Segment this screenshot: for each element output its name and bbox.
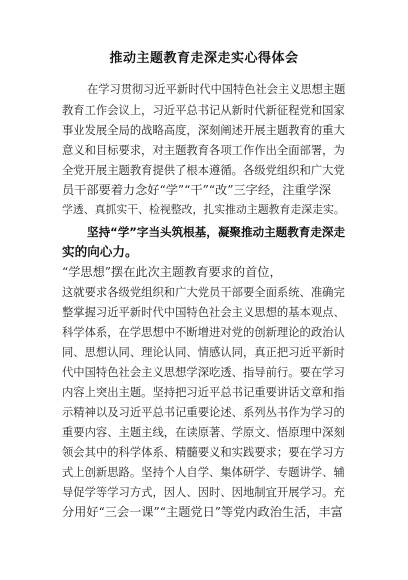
- paragraph-line: 员干部要着力念好“学”“干”“改”三字经，注重学深: [62, 183, 331, 197]
- section-heading-line: 实的向心力。: [62, 244, 138, 259]
- paragraph-line: 示精神以及习近平总书记重要论述、系列丛书作为学习的: [62, 405, 345, 419]
- paragraph-line: 领会其中的科学体系、精髓要义和实践要求；要在学习方: [62, 445, 345, 459]
- paragraph-line: 全党开展主题教育提供了根本遵循。各级党组织和广大党: [62, 163, 345, 177]
- paragraph-line: 重要内容、主题主线，在读原著、学原文、悟原理中深刻: [62, 425, 345, 439]
- paragraph-line: 整掌握习近平新时代中国特色社会主义思想的基本观点、: [62, 305, 345, 319]
- paragraph-line: 学透、真抓实干、检视整改，扎实推动主题教育走深走实。: [62, 203, 345, 216]
- paragraph-line: 意义和目标要求，对主题教育各项工作作出全面部署，为: [62, 143, 345, 157]
- paragraph-line: 这就要求各级党组织和广大党员干部要全面系统、准确完: [62, 285, 345, 299]
- paragraph-line: 同、思想认同、理论认同、情感认同，真正把习近平新时: [62, 345, 345, 359]
- paragraph-line: 事业发展全局的战略高度，深刻阐述开展主题教育的重大: [62, 123, 345, 137]
- document-title: 推动主题教育走深走实心得体会: [109, 51, 299, 66]
- paragraph-line: 导促学等学习方式，因人、因时、因地制宜开展学习。充: [62, 485, 345, 499]
- paragraph-line: “学思想”摆在此次主题教育要求的首位，: [62, 265, 282, 279]
- paragraph-line: 分用好“三会一课”“主题党日”等党内政治生活，丰富: [62, 505, 343, 519]
- paragraph-line: 在学习贯彻习近平新时代中国特色社会主义思想主题: [87, 83, 346, 96]
- paragraph-line: 教育工作会议上，习近平总书记从新时代新征程党和国家: [62, 103, 345, 117]
- paragraph-line: 内容上突出主题。坚持把习近平总书记重要讲话文章和指: [62, 385, 345, 399]
- paragraph-line: 代中国特色社会主义思想学深吃透、指导前行。要在学习: [62, 365, 345, 379]
- section-heading-line: 坚持“学”字当头筑根基，凝聚推动主题教育走深走: [87, 225, 346, 239]
- paragraph-line: 式上创新思路。坚持个人自学、集体研学、专题讲学、辅: [62, 465, 345, 479]
- paragraph-line: 科学体系，在学思想中不断增进对党的创新理论的政治认: [62, 325, 345, 339]
